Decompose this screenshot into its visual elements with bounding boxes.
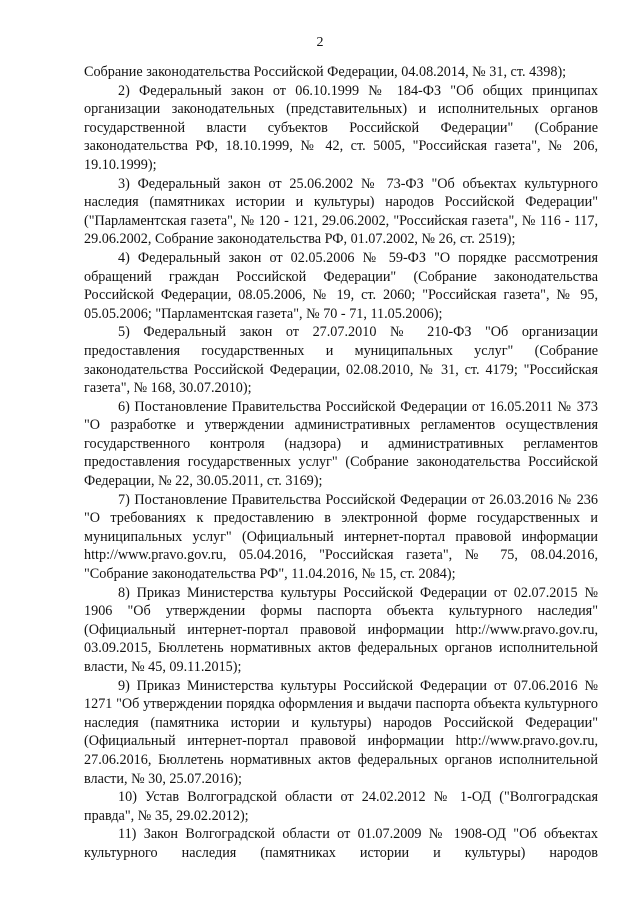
paragraph-9: 10) Устав Волгоградской области от 24.02.2012 № 1-ОД ("Волгоградская правда", № 35, 29.02.2012);	[84, 789, 598, 824]
paragraph-8: 9) Приказ Министерства культуры Российской Федерации от 07.06.2016 № 1271 "Об утверждении порядка оформления и выдачи паспорта объекта культурного наследия (памятника истории и культуры) народов Российской Федерации" (Официальный интернет-портал правовой информации http://www.pravo.gov.ru, 27.06.2016, Бюллетень нормативных актов федеральных органов исполнительной власти, № 30, 25.07.2016);	[84, 677, 598, 787]
paragraph-2: 3) Федеральный закон от 25.06.2002 № 73-ФЗ "Об объектах культурного наследия (памятниках истории и культуры) народов Российской Федерации" ("Парламентская газета", № 120 - 121, 29.06.2002, "Российская газета", № 116 - 117, 29.06.2002, Собрание законодательства РФ, 01.07.2002, № 26, ст. 2519);	[84, 175, 598, 248]
document-body	[84, 63, 598, 863]
paragraph-7: 8) Приказ Министерства культуры Российской Федерации от 02.07.2015 № 1906 "Об утверждении формы паспорта объекта культурного наследия" (Официальный интернет-портал правовой информации http://www.pravo.gov.ru, 03.09.2015, Бюллетень нормативных актов федеральных органов исполнительной власти, № 45, 09.11.2015);	[84, 584, 598, 675]
paragraph-0: Собрание законодательства Российской Федерации, 04.08.2014, № 31, ст. 4398);	[84, 64, 567, 80]
paragraph-1: 2) Федеральный закон от 06.10.1999 № 184-ФЗ "Об общих принципах организации законодательных (представительных) и исполнительных органов государственной власти субъектов Российской Федерации" (Собрание законодательства РФ, 18.10.1999, № 42, ст. 5005, "Российская газета", № 206, 19.10.1999);	[84, 82, 598, 173]
paragraph-5: 6) Постановление Правительства Российской Федерации от 16.05.2011 № 373 "О разработке и утверждении административных регламентов осуществления государственного контроля (надзора) и административных регламентов предоставления государственных услуг" (Собрание законодательства Российской Федерации, № 22, 30.05.2011, ст. 3169);	[84, 398, 598, 490]
paragraph-4: 5) Федеральный закон от 27.07.2010 № 210-ФЗ "Об организации предоставления государственных и муниципальных услуг" (Собрание законодательства Российской Федерации, 02.08.2010, № 31, ст. 4179; "Российская газета", № 168, 30.07.2010);	[84, 324, 598, 397]
page-number: 2	[316, 35, 324, 50]
paragraph-6: 7) Постановление Правительства Российской Федерации от 26.03.2016 № 236 "О требованиях к предоставлению в электронной форме государственных и муниципальных услуг" (Официальный интернет-портал правовой информации http://www.pravo.gov.ru, 05.04.2016, "Российская газета", № 75, 08.04.2016, "Собрание законодательства РФ", 11.04.2016, № 15, ст. 2084);	[84, 491, 598, 583]
paragraph-3: 4) Федеральный закон от 02.05.2006 № 59-ФЗ "О порядке рассмотрения обращений граждан Российской Федерации" (Собрание законодательства Российской Федерации, 08.05.2006, № 19, ст. 2060; "Российская газета", № 95, 05.05.2006; "Парламентская газета", № 70 - 71, 11.05.2006);	[84, 249, 598, 322]
paragraph-10: 11) Закон Волгоградской области от 01.07.2009 № 1908-ОД "Об объектах культурного наследия (памятниках истории и культуры) народов	[84, 826, 598, 861]
